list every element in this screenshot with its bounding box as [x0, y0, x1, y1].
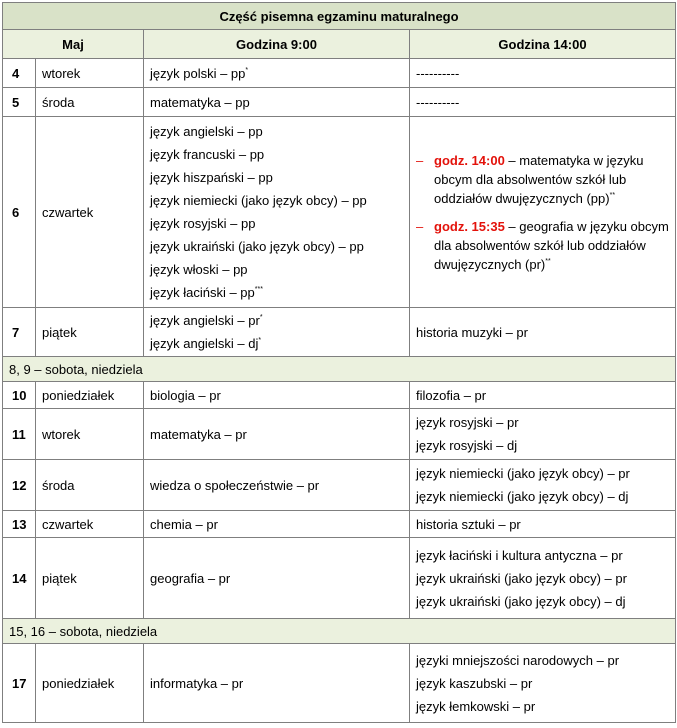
exam-item: język niemiecki (jako język obcy) – dj: [416, 489, 629, 504]
weekday: poniedziałek: [36, 644, 144, 723]
exam-item: język ukraiński (jako język obcy) – dj: [416, 593, 626, 609]
exam-item: język łemkowski – pr: [416, 698, 536, 714]
exam-item: język angielski – pp: [150, 124, 263, 139]
weekday: wtorek: [36, 59, 144, 88]
weekday: piątek: [36, 308, 144, 357]
exam-time: godz. 15:35: [434, 218, 505, 234]
afternoon-exams: ----------: [410, 59, 676, 88]
table-row: [3, 511, 676, 538]
exam-item: język rosyjski – pr: [416, 415, 519, 430]
morning-exams: matematyka – pr: [144, 409, 410, 460]
table-row: [3, 460, 676, 511]
afternoon-exams: [410, 644, 676, 723]
exam-item: język łaciński – pp***: [150, 285, 263, 300]
morning-exams: język polski – pp*: [144, 59, 410, 88]
afternoon-header: Godzina 14:00: [410, 30, 676, 59]
morning-exams: biologia – pr: [144, 382, 410, 409]
month-header: Maj: [3, 30, 144, 59]
afternoon-exams: [410, 538, 676, 619]
weekend-separator: 15, 16 – sobota, niedziela: [3, 619, 676, 644]
exam-item: język kaszubski – pr: [416, 675, 533, 691]
exam-schedule-table: [2, 2, 676, 723]
table-row: [3, 538, 676, 619]
table-row: [3, 644, 676, 723]
day-number: 17: [3, 644, 36, 723]
morning-exams: informatyka – pr: [144, 644, 410, 723]
weekday: czwartek: [36, 117, 144, 308]
exam-item: język rosyjski – dj: [416, 438, 518, 453]
table-row: [3, 59, 676, 88]
day-number: 14: [3, 538, 36, 619]
table-row: [3, 117, 676, 308]
day-number: 13: [3, 511, 36, 538]
afternoon-exams: historia sztuki – pr: [410, 511, 676, 538]
exam-item: język francuski – pp: [150, 147, 265, 162]
day-number: 10: [3, 382, 36, 409]
exam-item: język hiszpański – pp: [150, 170, 273, 185]
exam-time: godz. 14:00: [434, 152, 505, 168]
afternoon-exams: filozofia – pr: [410, 382, 676, 409]
weekend-separator: 8, 9 – sobota, niedziela: [3, 357, 676, 382]
day-number: 11: [3, 409, 36, 460]
exam-item: język łaciński i kultura antyczna – pr: [416, 547, 623, 563]
exam-item: języki mniejszości narodowych – pr: [416, 652, 620, 668]
table-row: [3, 409, 676, 460]
table-title: Część pisemna egzaminu maturalnego: [3, 3, 676, 30]
day-number: 6: [3, 117, 36, 308]
special-exam-note: – godz. 15:35 – geografia w języku obcym dla absolwentów szkół lub oddziałów dwujęzycznych (pr)**: [416, 218, 669, 272]
weekday: poniedziałek: [36, 382, 144, 409]
exam-item: język niemiecki (jako język obcy) – pr: [416, 466, 630, 481]
afternoon-exams: [410, 117, 676, 308]
morning-exams: [144, 308, 410, 357]
table-row: [3, 382, 676, 409]
weekday: piątek: [36, 538, 144, 619]
exam-item: język angielski – pr*: [150, 313, 263, 328]
afternoon-exams: [410, 409, 676, 460]
table-row: [3, 308, 676, 357]
table-row: [3, 88, 676, 117]
weekday: środa: [36, 460, 144, 511]
afternoon-exams: ----------: [410, 88, 676, 117]
exam-item: język rosyjski – pp: [150, 216, 256, 231]
exam-item: język angielski – dj*: [150, 336, 262, 351]
weekday: wtorek: [36, 409, 144, 460]
exam-item: język ukraiński (jako język obcy) – pr: [416, 570, 627, 586]
special-exam-note: – godz. 14:00 – matematyka w języku obcym dla absolwentów szkół lub oddziałów dwujęzycznych (pp)**: [416, 152, 644, 206]
afternoon-exams: [410, 460, 676, 511]
exam-item: język włoski – pp: [150, 262, 248, 277]
day-number: 7: [3, 308, 36, 357]
afternoon-exams: historia muzyki – pr: [410, 308, 676, 357]
morning-exams: geografia – pr: [144, 538, 410, 619]
day-number: 12: [3, 460, 36, 511]
morning-exams: wiedza o społeczeństwie – pr: [144, 460, 410, 511]
morning-exams: chemia – pr: [144, 511, 410, 538]
morning-exams: [144, 117, 410, 308]
exam-item: język niemiecki (jako język obcy) – pp: [150, 193, 367, 208]
weekday: środa: [36, 88, 144, 117]
day-number: 5: [3, 88, 36, 117]
morning-exams: matematyka – pp: [144, 88, 410, 117]
weekday: czwartek: [36, 511, 144, 538]
exam-item: język ukraiński (jako język obcy) – pp: [150, 239, 364, 254]
morning-header: Godzina 9:00: [144, 30, 410, 59]
day-number: 4: [3, 59, 36, 88]
